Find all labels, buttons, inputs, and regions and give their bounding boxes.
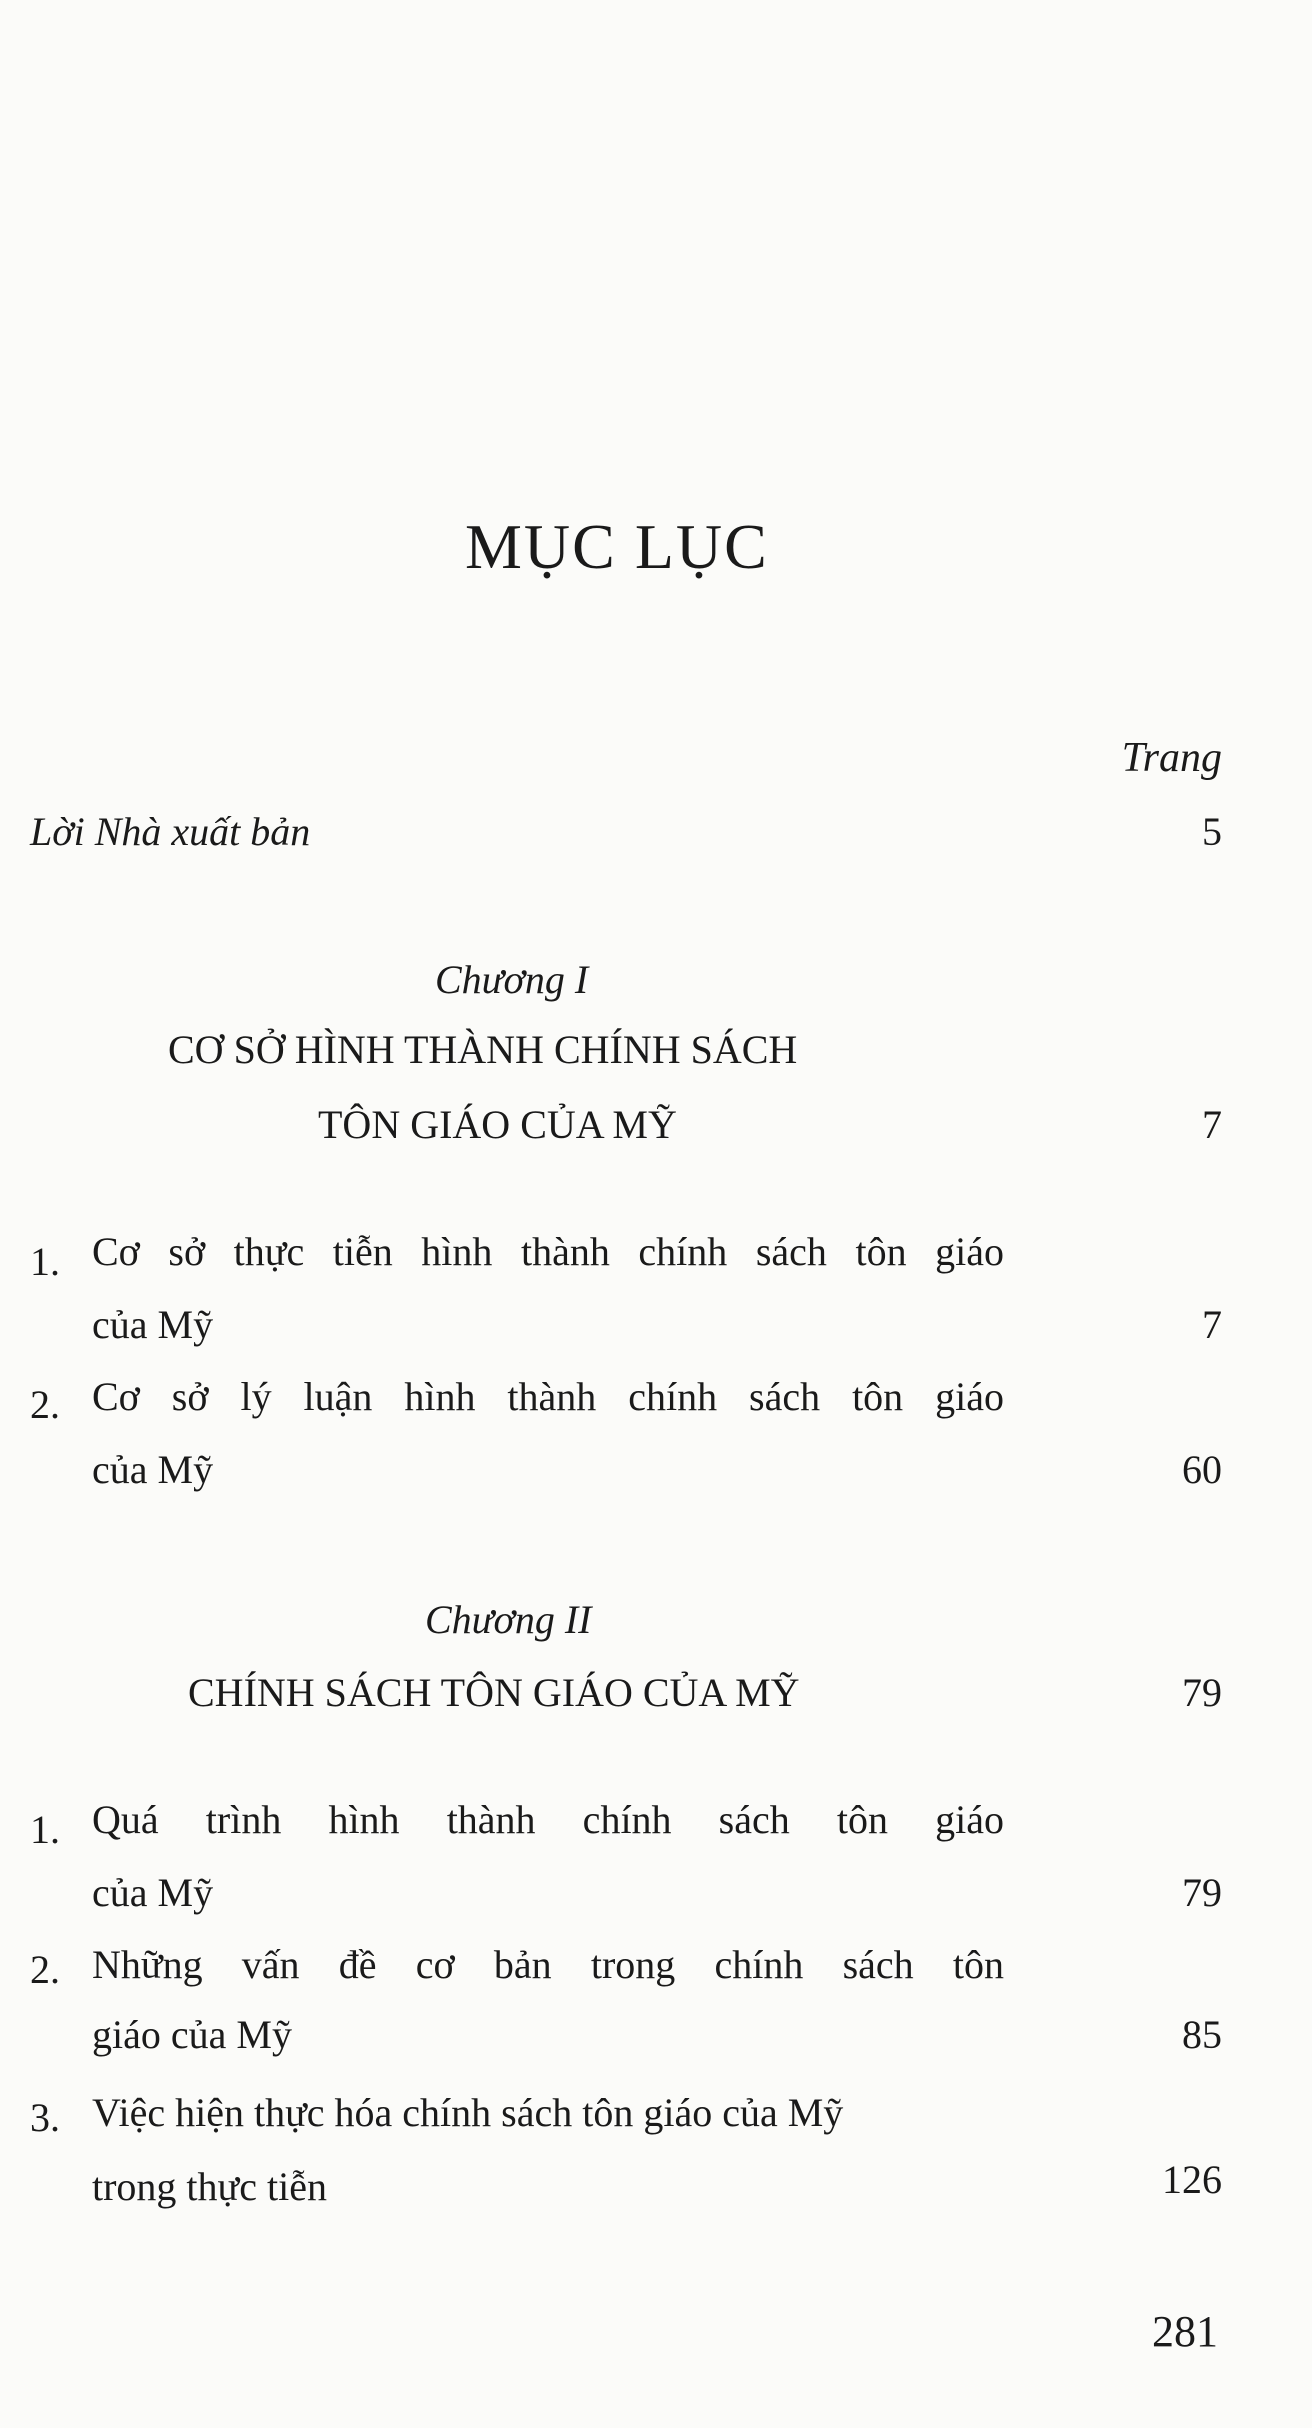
- chapter1-title-line1[interactable]: CƠ SỞ HÌNH THÀNH CHÍNH SÁCH: [168, 1027, 798, 1072]
- chapter2-item1-line1[interactable]: Quá trình hình thành chính sách tôn giáo: [92, 1797, 1004, 1842]
- chapter2-item2-number: 2.: [30, 1947, 60, 1992]
- chapter2-item1-number: 1.: [30, 1807, 60, 1852]
- chapter2-item2-page: 85: [1182, 2012, 1222, 2057]
- chapter2-page: 79: [1182, 1670, 1222, 1715]
- chapter1-item2-page: 60: [1182, 1447, 1222, 1492]
- chapter2-item2-line2[interactable]: giáo của Mỹ: [92, 2012, 292, 2057]
- chapter1-item1-line2[interactable]: của Mỹ: [92, 1302, 214, 1347]
- chapter2-item3-number: 3.: [30, 2095, 60, 2140]
- preface-entry-page: 5: [1202, 809, 1222, 854]
- chapter1-item1-page: 7: [1202, 1302, 1222, 1347]
- chapter1-item1-number: 1.: [30, 1239, 60, 1284]
- page-title: MỤC LỤC: [465, 511, 769, 582]
- chapter1-item2-number: 2.: [30, 1382, 60, 1427]
- chapter2-heading: Chương II: [425, 1597, 592, 1642]
- page-column-label: Trang: [1121, 735, 1222, 781]
- chapter1-page: 7: [1202, 1102, 1222, 1147]
- preface-entry-label[interactable]: Lời Nhà xuất bản: [30, 809, 311, 854]
- chapter2-title[interactable]: CHÍNH SÁCH TÔN GIÁO CỦA MỸ: [188, 1670, 800, 1715]
- chapter2-item3-line1[interactable]: Việc hiện thực hóa chính sách tôn giáo của Mỹ: [92, 2090, 844, 2135]
- chapter1-item2-line2[interactable]: của Mỹ: [92, 1447, 214, 1492]
- chapter1-item2-line1[interactable]: Cơ sở lý luận hình thành chính sách tôn giáo: [92, 1374, 1004, 1419]
- chapter2-item3-page: 126: [1162, 2157, 1222, 2202]
- chapter1-heading: Chương I: [435, 957, 589, 1002]
- chapter2-item1-line2[interactable]: của Mỹ: [92, 1870, 214, 1915]
- page-number: 281: [1152, 2307, 1218, 2356]
- chapter2-item3-line2[interactable]: trong thực tiễn: [92, 2164, 327, 2209]
- chapter2-item1-page: 79: [1182, 1870, 1222, 1915]
- chapter1-item1-line1[interactable]: Cơ sở thực tiễn hình thành chính sách tôn giáo: [92, 1229, 1004, 1274]
- chapter2-item2-line1[interactable]: Những vấn đề cơ bản trong chính sách tôn: [92, 1942, 1004, 1987]
- chapter1-title-line2[interactable]: TÔN GIÁO CỦA MỸ: [318, 1102, 677, 1147]
